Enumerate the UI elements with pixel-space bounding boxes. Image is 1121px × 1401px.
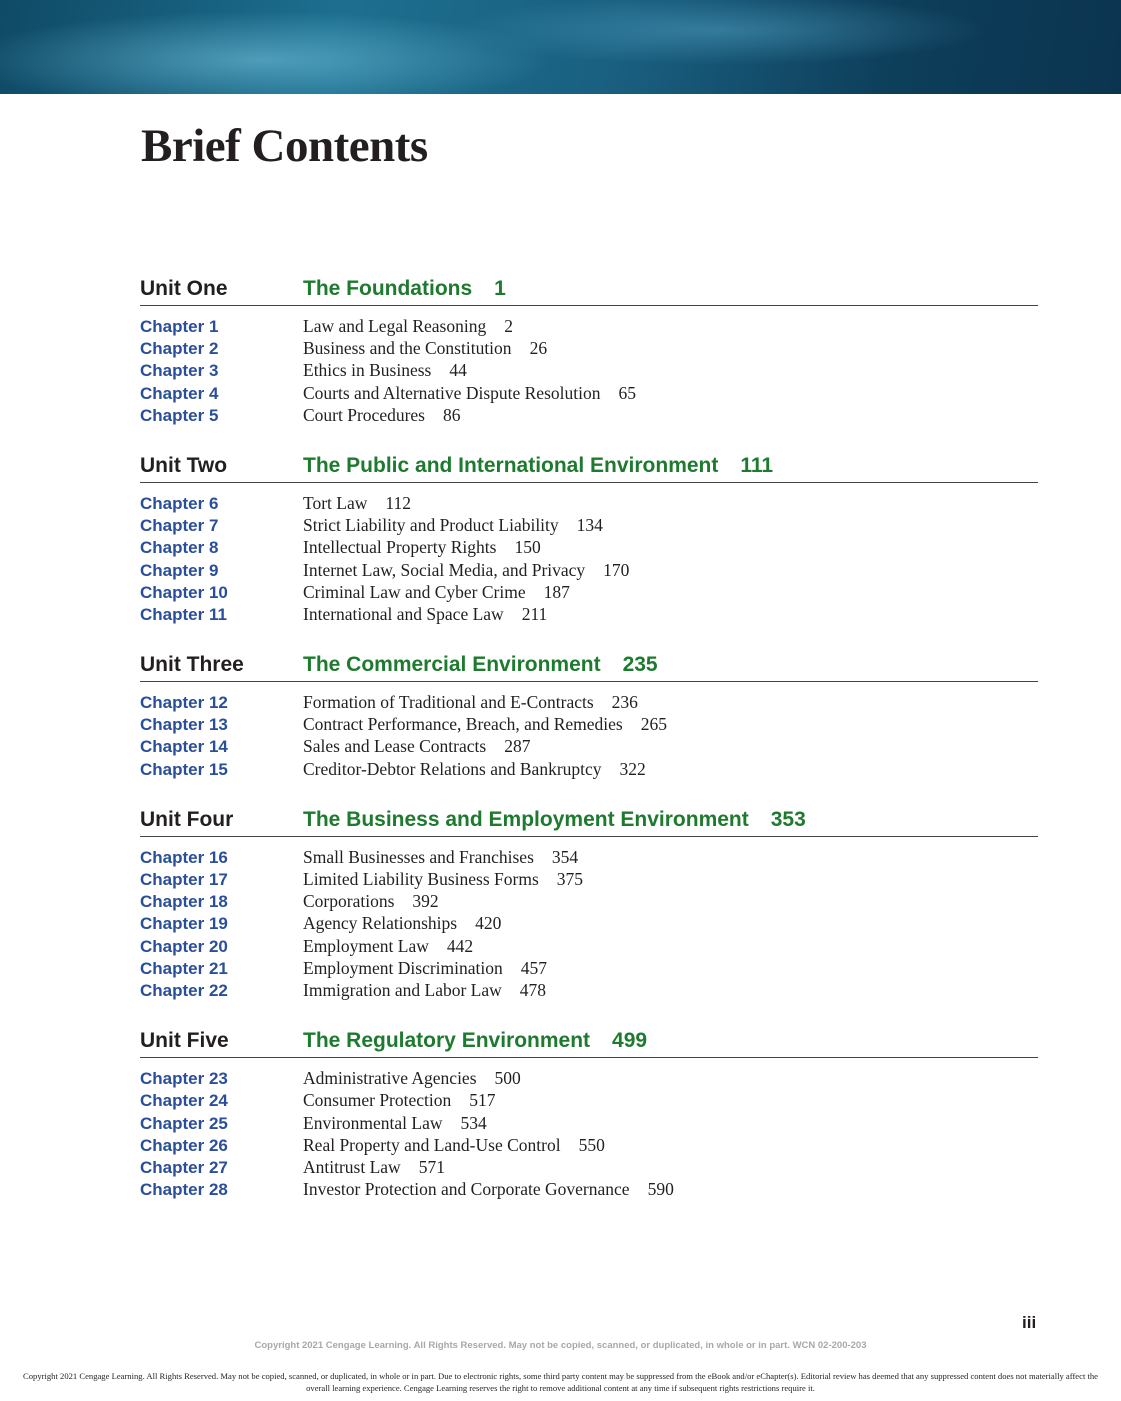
chapter-number: Chapter 12	[140, 693, 228, 713]
chapter-row	[140, 691, 1038, 713]
chapter-row	[140, 979, 1038, 1001]
chapter-row	[140, 559, 1038, 581]
chapter-page-number: 550	[578, 1134, 605, 1155]
chapter-number: Chapter 20	[140, 936, 228, 956]
chapter-title: Sales and Lease Contracts	[303, 736, 487, 757]
chapter-number: Chapter 15	[140, 759, 228, 779]
unit-title: The Business and Employment Environment	[303, 807, 749, 831]
chapter-row	[140, 957, 1038, 979]
chapter-page-number: 420	[475, 913, 502, 934]
chapter-title: Tort Law	[303, 492, 368, 513]
unit-page-number: 353	[770, 807, 806, 831]
chapter-page-number: 26	[529, 338, 548, 359]
chapter-number: Chapter 18	[140, 892, 228, 912]
chapter-row	[140, 337, 1038, 359]
unit-section	[140, 451, 1038, 625]
chapter-page-number: 354	[551, 846, 579, 867]
unit-section	[140, 1026, 1038, 1200]
unit-title: The Public and International Environment	[303, 453, 719, 477]
chapter-row	[140, 1089, 1038, 1111]
chapter-row	[140, 935, 1038, 957]
chapter-page-number: 170	[603, 559, 630, 580]
unit-section	[140, 274, 1038, 426]
unit-label: Unit One	[140, 277, 228, 300]
chapter-title: Limited Liability Business Forms	[303, 869, 539, 889]
chapter-row	[140, 890, 1038, 912]
chapter-number: Chapter 1	[140, 317, 219, 336]
chapter-number: Chapter 6	[140, 493, 219, 513]
chapter-number: Chapter 28	[140, 1180, 228, 1200]
chapter-page-number: 44	[449, 360, 467, 381]
chapter-page-number: 517	[469, 1090, 496, 1111]
chapter-row	[140, 1156, 1038, 1178]
chapter-title: Corporations	[303, 891, 395, 912]
chapter-title: Employment Law	[303, 935, 429, 956]
chapter-row	[140, 382, 1038, 404]
chapter-list	[140, 682, 1038, 780]
chapter-title: International and Space Law	[303, 603, 504, 624]
chapter-title: Internet Law, Social Media, and Privacy	[303, 559, 586, 580]
table-of-contents	[140, 274, 1038, 1225]
chapter-page-number: 265	[640, 714, 667, 735]
chapter-page-number: 375	[556, 869, 584, 889]
chapter-number: Chapter 23	[140, 1069, 228, 1089]
unit-header	[140, 451, 1038, 483]
chapter-row	[140, 1112, 1038, 1134]
chapter-row	[140, 603, 1038, 625]
chapter-page-number: 500	[494, 1068, 521, 1089]
chapter-row	[140, 359, 1038, 381]
chapter-list	[140, 1058, 1038, 1200]
chapter-row	[140, 514, 1038, 536]
chapter-page-number: 442	[446, 935, 474, 956]
chapter-number: Chapter 3	[140, 361, 219, 381]
unit-header	[140, 650, 1038, 682]
chapter-row	[140, 536, 1038, 558]
chapter-page-number: 65	[618, 382, 636, 403]
unit-label: Unit Four	[140, 807, 234, 831]
chapter-title: Immigration and Labor Law	[303, 979, 502, 1000]
chapter-number: Chapter 5	[140, 405, 219, 425]
chapter-title: Ethics in Business	[303, 360, 432, 381]
chapter-page-number: 86	[443, 404, 461, 425]
unit-page-number: 111	[740, 453, 774, 477]
chapter-page-number: 187	[543, 581, 570, 602]
chapter-title: Environmental Law	[303, 1112, 443, 1133]
unit-label: Unit Two	[140, 453, 228, 477]
header-banner	[0, 0, 1121, 94]
chapter-page-number: 590	[647, 1179, 674, 1200]
chapter-title: Administrative Agencies	[303, 1068, 477, 1089]
chapter-row	[140, 713, 1038, 735]
chapter-page-number: 134	[576, 515, 603, 536]
page-title: Brief Contents	[141, 120, 428, 172]
chapter-page-number: 150	[514, 537, 541, 558]
chapter-title: Investor Protection and Corporate Governance	[303, 1179, 630, 1200]
chapter-title: Business and the Constitution	[303, 338, 512, 359]
chapter-list	[140, 837, 1038, 1001]
chapter-title: Criminal Law and Cyber Crime	[303, 581, 526, 602]
chapter-number: Chapter 9	[140, 560, 219, 580]
unit-page-number: 1	[494, 277, 506, 300]
unit-section	[140, 650, 1038, 780]
unit-title: The Foundations	[303, 277, 473, 300]
chapter-number: Chapter 10	[140, 582, 228, 602]
chapter-title: Real Property and Land-Use Control	[303, 1134, 561, 1155]
chapter-title: Court Procedures	[303, 404, 425, 425]
chapter-page-number: 478	[519, 979, 547, 1000]
chapter-number: Chapter 7	[140, 516, 219, 536]
chapter-number: Chapter 8	[140, 538, 219, 558]
chapter-row	[140, 1134, 1038, 1156]
unit-section	[140, 805, 1038, 1001]
chapter-title: Employment Discrimination	[303, 957, 503, 978]
chapter-title: Contract Performance, Breach, and Remedies	[303, 714, 623, 735]
chapter-page-number: 236	[611, 692, 638, 713]
chapter-title: Formation of Traditional and E-Contracts	[303, 692, 594, 713]
unit-label: Unit Three	[140, 653, 244, 677]
chapter-page-number: 211	[521, 603, 548, 624]
chapter-number: Chapter 26	[140, 1135, 228, 1155]
chapter-number: Chapter 13	[140, 715, 228, 735]
chapter-page-number: 322	[619, 758, 646, 779]
chapter-number: Chapter 14	[140, 737, 228, 757]
chapter-title: Strict Liability and Product Liability	[303, 515, 559, 536]
unit-page-number: 235	[622, 653, 658, 677]
chapter-title: Antitrust Law	[303, 1156, 401, 1177]
unit-header	[140, 805, 1038, 837]
chapter-row	[140, 846, 1038, 868]
unit-header	[140, 1026, 1038, 1058]
chapter-number: Chapter 21	[140, 958, 228, 978]
chapter-page-number: 287	[504, 736, 531, 757]
chapter-row	[140, 581, 1038, 603]
chapter-number: Chapter 17	[140, 870, 228, 889]
chapter-number: Chapter 27	[140, 1157, 228, 1177]
unit-page-number: 499	[612, 1029, 648, 1053]
chapter-page-number: 392	[412, 891, 439, 912]
chapter-row	[140, 912, 1038, 934]
chapter-title: Consumer Protection	[303, 1090, 452, 1111]
page-number: iii	[1022, 1313, 1037, 1332]
chapter-title: Law and Legal Reasoning	[303, 316, 487, 336]
chapter-title: Agency Relationships	[303, 913, 458, 934]
chapter-page-number: 112	[385, 492, 411, 513]
chapter-page-number: 457	[520, 957, 548, 978]
chapter-number: Chapter 19	[140, 914, 228, 934]
copyright-notice: Copyright 2021 Cengage Learning. All Rights Reserved. May not be copied, scanned, or duplicated, in whole or in part. Due to electronic rights, some third party content may be suppressed from the eBook and/or eChapter(s). Editorial review has deemed that any suppressed content does not materially affect the overall learning experience. Cengage Learning reserves the right to remove additional content at any time if subsequent rights restrictions require it.	[23, 1371, 1098, 1393]
chapter-list	[140, 306, 1038, 426]
chapter-row	[140, 492, 1038, 514]
chapter-row	[140, 868, 1038, 890]
unit-title: The Commercial Environment	[303, 653, 601, 677]
chapter-row	[140, 1178, 1038, 1200]
chapter-page-number: 571	[418, 1156, 445, 1177]
chapter-number: Chapter 24	[140, 1091, 228, 1111]
chapter-list	[140, 483, 1038, 625]
chapter-number: Chapter 16	[140, 847, 228, 867]
unit-title: The Regulatory Environment	[303, 1029, 591, 1053]
chapter-page-number: 2	[504, 316, 513, 336]
chapter-title: Small Businesses and Franchises	[303, 846, 534, 867]
unit-header	[140, 274, 1038, 306]
copyright-line: Copyright 2021 Cengage Learning. All Rights Reserved. May not be copied, scanned, or duplicated, in whole or in part. WCN 02-200-203	[254, 1340, 867, 1351]
chapter-number: Chapter 22	[140, 980, 228, 1000]
chapter-title: Creditor-Debtor Relations and Bankruptcy	[303, 758, 602, 779]
chapter-title: Intellectual Property Rights	[303, 537, 497, 558]
chapter-page-number: 534	[460, 1112, 487, 1133]
chapter-number: Chapter 2	[140, 339, 219, 359]
chapter-row	[140, 1067, 1038, 1089]
unit-label: Unit Five	[140, 1029, 229, 1053]
chapter-row	[140, 735, 1038, 757]
chapter-row	[140, 758, 1038, 780]
chapter-row	[140, 315, 1038, 337]
chapter-title: Courts and Alternative Dispute Resolution	[303, 382, 601, 403]
chapter-row	[140, 404, 1038, 426]
chapter-number: Chapter 25	[140, 1113, 228, 1133]
chapter-number: Chapter 11	[140, 604, 227, 624]
chapter-number: Chapter 4	[140, 383, 219, 403]
